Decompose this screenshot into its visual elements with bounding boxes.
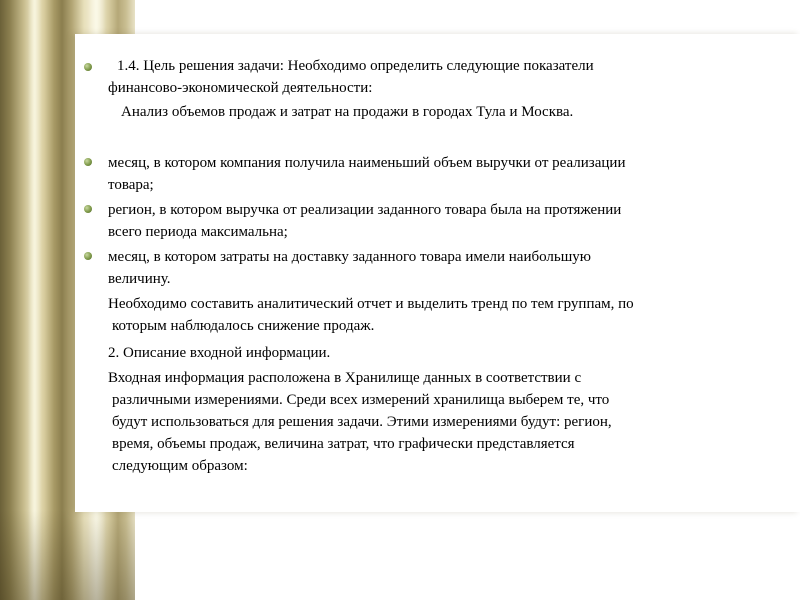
bullet-item-max-cost-month xyxy=(108,246,773,290)
bullet-icon xyxy=(84,252,92,260)
bullet-icon xyxy=(84,63,92,71)
input-line: будут использоваться для решения задачи. Этими измерениями будут: регион, xyxy=(112,414,612,430)
decorative-shadow xyxy=(0,510,135,600)
report-line1: Необходимо составить аналитический отчет и выделить тренд по тем группам, по xyxy=(108,296,634,312)
bullet-icon xyxy=(84,158,92,166)
section-title xyxy=(108,342,773,364)
bullet-item-line2: товара; xyxy=(108,177,154,193)
bullet-item-line1: месяц, в котором компания получила наименьший объем выручки от реализации xyxy=(108,155,626,171)
bullet-item-max-revenue-region xyxy=(108,199,773,243)
goal-heading-line2: финансово-экономической деятельности: xyxy=(108,80,373,96)
input-line: следующим образом: xyxy=(112,458,248,474)
bullet-icon xyxy=(84,205,92,213)
section-title-text: 2. Описание входной информации. xyxy=(108,345,331,361)
input-line: различными измерениями. Среди всех измерений хранилища выберем те, что xyxy=(112,392,610,408)
analysis-subtitle-text: Анализ объемов продаж и затрат на продажи в городах Тула и Москва. xyxy=(121,104,574,120)
goal-heading xyxy=(108,55,773,99)
report-line2: которым наблюдалось снижение продаж. xyxy=(112,318,375,334)
analysis-subtitle xyxy=(121,101,786,123)
bullet-item-line1: месяц, в котором затраты на доставку заданного товара имели наибольшую xyxy=(108,249,592,265)
bullet-item-min-revenue-month xyxy=(108,152,773,196)
goal-heading-line1: 1.4. Цель решения задачи: Необходимо определить следующие показатели xyxy=(117,58,594,74)
bullet-item-line2: всего периода максимальна; xyxy=(108,224,288,240)
input-description xyxy=(108,367,773,477)
input-line: Входная информация расположена в Хранилище данных в соответствии с xyxy=(108,370,582,386)
input-line: время, объемы продаж, величина затрат, что графически представляется xyxy=(112,436,575,452)
bullet-item-line1: регион, в котором выручка от реализации заданного товара была на протяжении xyxy=(108,202,622,218)
slide-content-panel xyxy=(75,34,800,512)
report-paragraph xyxy=(108,293,773,337)
bullet-item-line2: величину. xyxy=(108,271,171,287)
